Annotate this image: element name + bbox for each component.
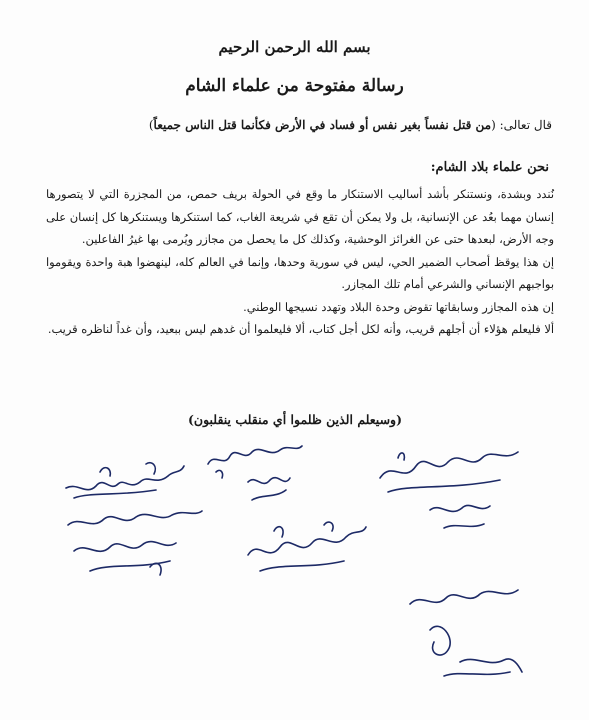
signature-hisham-saqqa (400, 580, 530, 690)
letter-body (46, 183, 554, 341)
signature-osama-rifai (200, 438, 310, 508)
body-paragraph-2: إن هذا يوقظ أصحاب الضمير الحي، ليس في سورية وحدها، وإنما في العالم كله، لينهضوا هبة واحدة ويقوموا بواجبهم الإنساني والشرعي أمام تلك المجازر. (46, 254, 554, 291)
verse-text: من قتل نفساً بغير نفس أو فساد في الأرض فكأنما قتل الناس جميعاً (153, 118, 492, 132)
verse-intro: قال تعالى: ( (491, 118, 552, 132)
body-paragraph-4: ألا فليعلم هؤلاء أن أجلهم قريب، وأنه لكل أجل كتاب، ألا فليعلموا أن غدهم ليس ببعيد، وأن غداً لناظره قريب. (47, 322, 554, 336)
letter-title: رسالة مفتوحة من علماء الشام (185, 76, 404, 96)
addressee-line: نحن علماء بلاد الشام: (430, 160, 549, 175)
body-paragraph-1: نُندد وبشدة، ونستنكر بأشد أساليب الاستنكار ما وقع في الحولة بريف حمص، من المجزرة التي لا يتصورها إنسان مهما بعُد عن الإنسانية، بل ولا يمكن أن تقع في شريعة الغاب، كما استنكرها ويستنكرها كل إنسان على وجه الأرض، لبعدها حتى عن الغرائز الوحشية، وكذلك كل ما يحصل من مجازر ويُرمى بها غيرُ الفاعلين. (46, 187, 554, 246)
signature-kareem-rajeh (60, 452, 190, 512)
signature-mamdouh-junaid (370, 440, 530, 540)
closing-verse: (وسيعلم الذين ظلموا أي منقلب ينقلبون) (187, 412, 403, 427)
quran-verse (40, 118, 552, 132)
verse-close: ) (148, 118, 154, 132)
signature-abdulfattah-bazm (240, 515, 370, 585)
signature-sariya-rifai (60, 505, 210, 585)
body-paragraph-3: إن هذه المجازر وسابقاتها تقوض وحدة البلاد وتهدد نسيجها الوطني. (243, 299, 554, 314)
basmala-heading: بسم الله الرحمن الرحيم (218, 38, 371, 56)
